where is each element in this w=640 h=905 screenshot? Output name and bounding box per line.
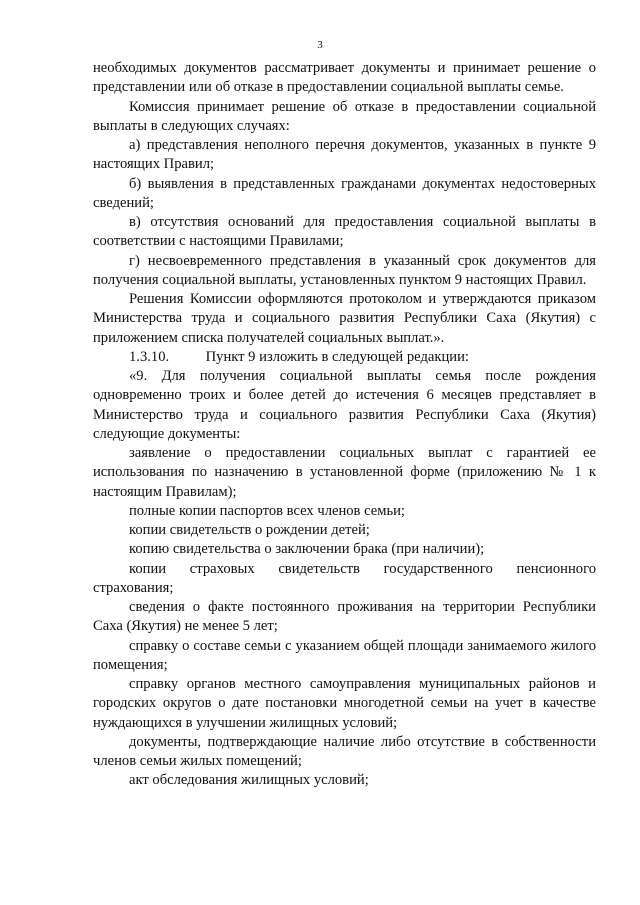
list-item-property-documents: документы, подтверждающие наличие либо отсутствие в собственности членов семьи жилых помещений; bbox=[93, 733, 596, 769]
list-item-housing-inspection: акт обследования жилищных условий; bbox=[129, 772, 369, 789]
paragraph-clause-9: «9. Для получения социальной выплаты семья после рождения одновременно троих и более детей до истечения 6 месяцев представляет в Министерство труда и социального развития Республики Саха (Якутия) следующие документы: bbox=[93, 368, 596, 442]
list-item-registration-certificate: справку органов местного самоуправления муниципальных районов и городских округов о дате постановки многодетной семьи на учет в качестве нуждающихся в улучшении жилищных условий; bbox=[93, 676, 596, 731]
list-item-passports: полные копии паспортов всех членов семьи; bbox=[129, 502, 405, 519]
document-body bbox=[93, 59, 596, 791]
paragraph-commission-refusal: Комиссия принимает решение об отказе в предоставлении социальной выплаты в следующих случаях: bbox=[93, 98, 596, 134]
paragraph-commission-decisions: Решения Комиссии оформляются протоколом и утверждаются приказом Министерства труда и социального развития Республики Саха (Якутия) с приложением списка получателей социальных выплат.». bbox=[93, 291, 596, 346]
list-item-application: заявление о предоставлении социальных выплат с гарантией ее использования по назначению в установленной форме (приложению № 1 к настоящим Правилам); bbox=[93, 445, 596, 500]
paragraph-case-d: г) несвоевременного представления в указанный срок документов для получения социальной выплаты, установленных пунктом 9 настоящих Правил. bbox=[93, 252, 596, 288]
paragraph-clause-1-3-10: 1.3.10. Пункт 9 изложить в следующей редакции: bbox=[129, 348, 469, 365]
list-item-marriage-certificate: копию свидетельства о заключении брака (при наличии); bbox=[129, 541, 485, 558]
paragraph-case-c: в) отсутствия оснований для предоставления социальной выплаты в соответствии с настоящими Правилами; bbox=[93, 214, 596, 250]
page-number: 3 bbox=[317, 39, 323, 51]
list-item-family-composition: справку о составе семьи с указанием общей площади занимаемого жилого помещения; bbox=[93, 637, 596, 673]
list-item-insurance-certificates: копии страховых свидетельств государственного пенсионного страхования; bbox=[93, 560, 596, 596]
paragraph-continuation: необходимых документов рассматривает документы и принимает решение о представлении или об отказе в предоставлении социальной выплаты семье. bbox=[93, 60, 596, 96]
paragraph-case-a: а) представления неполного перечня документов, указанных в пункте 9 настоящих Правил; bbox=[93, 137, 596, 173]
list-item-residence: сведения о факте постоянного проживания на территории Республики Саха (Якутия) не менее 5 лет; bbox=[93, 599, 596, 635]
list-item-birth-certificates: копии свидетельств о рождении детей; bbox=[129, 522, 370, 538]
paragraph-case-b: б) выявления в представленных гражданами документах недостоверных сведений; bbox=[93, 175, 596, 211]
